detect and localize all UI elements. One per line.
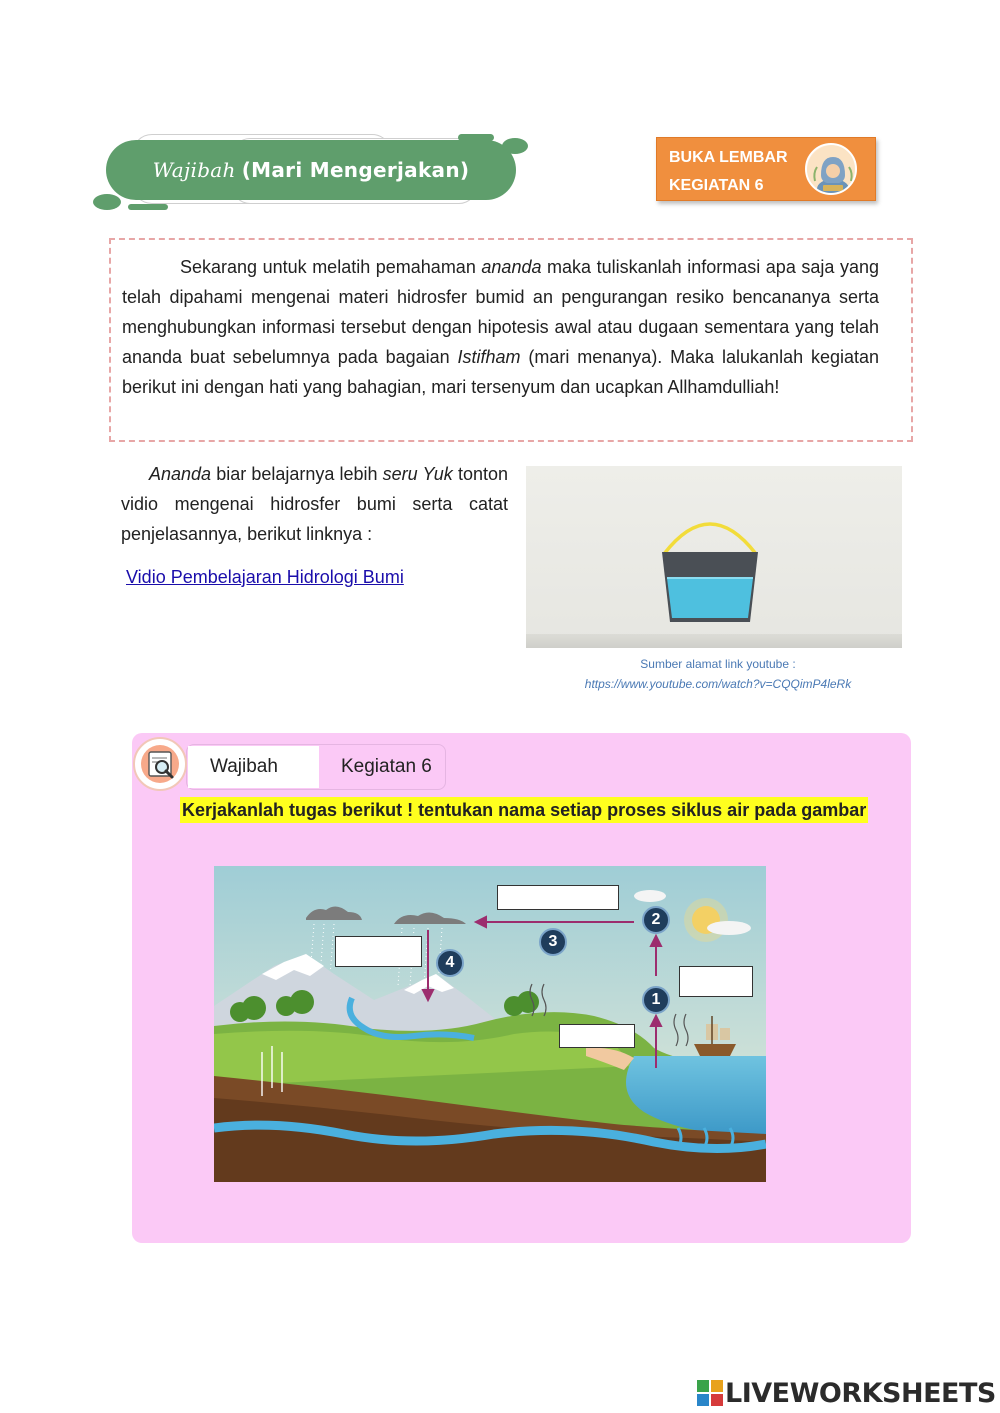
liveworksheets-logo-icon: [697, 1380, 723, 1406]
tab-wajibah: Wajibah: [188, 746, 319, 788]
intro-text: Sekarang untuk melatih pemahaman: [180, 257, 476, 277]
intro-emphasis: ananda: [481, 257, 542, 277]
video-emphasis: Ananda: [149, 464, 212, 484]
water-cycle-diagram: [214, 866, 766, 1182]
title-rest: (Mari Mengerjakan): [241, 158, 470, 182]
step-1-marker: 1: [642, 986, 670, 1014]
open-activity-line1: BUKA LEMBAR: [669, 149, 788, 166]
video-caption: [526, 654, 910, 694]
page-title: [106, 140, 516, 200]
intro-paragraph: [122, 252, 879, 402]
step-4-marker: 4: [436, 949, 464, 977]
intro-text: (mari menanya). Maka lalukanlah kegiatan berikut ini dengan hati yang bahagian, mari tersenyum dan ucapkan Allhamdulliah!: [122, 347, 879, 397]
magnifier-icon: [133, 737, 187, 791]
open-activity-label: [669, 144, 788, 200]
intro-box: [109, 238, 913, 442]
liveworksheets-logo[interactable]: [697, 1378, 996, 1408]
step-2-marker: 2: [642, 906, 670, 934]
video-intro-paragraph: [121, 459, 508, 549]
answer-input-step-4[interactable]: [335, 936, 422, 967]
task-instruction: Kerjakanlah tugas berikut ! tentukan nama setiap proses siklus air pada gambar: [180, 797, 868, 823]
title-italic: Wajibah: [152, 158, 236, 182]
video-link[interactable]: Vidio Pembelajaran Hidrologi Bumi: [126, 567, 404, 587]
video-emphasis: seru Yuk: [382, 464, 453, 484]
answer-input-step-3[interactable]: [497, 885, 619, 910]
intro-text: maka tuliskanlah informasi apa saja yang telah dipahami mengenai materi hidrosfer bumid an pengurangan resiko bencananya serta menghubungkan informasi tersebut dengan hipotesis awal atau dugaan sementara yang telah ananda buat sebelumnya pada bagaian: [122, 257, 879, 367]
bucket-icon: [526, 466, 902, 648]
video-text: biar belajarnya lebih: [216, 464, 378, 484]
banner-decoration: [128, 204, 168, 210]
caption-label: Sumber alamat link youtube :: [640, 657, 796, 671]
open-activity-line2: KEGIATAN 6: [669, 177, 764, 194]
answer-input-step-runoff[interactable]: [559, 1024, 635, 1048]
student-avatar-icon: [805, 143, 857, 195]
logo-text: LIVEWORKSHEETS: [725, 1377, 996, 1409]
step-3-marker: 3: [539, 928, 567, 956]
open-activity-button[interactable]: [656, 137, 876, 201]
video-text: tonton vidio mengenai hidrosfer bumi serta catat penjelasannya, berikut linknya :: [121, 464, 508, 544]
section-banner: [92, 130, 532, 212]
caption-url: https://www.youtube.com/watch?v=CQQimP4leRk: [584, 677, 852, 691]
tab-kegiatan: Kegiatan 6: [341, 756, 432, 777]
video-floor: [526, 634, 902, 648]
answer-input-step-1[interactable]: [679, 966, 753, 997]
video-thumbnail[interactable]: [526, 466, 902, 648]
intro-emphasis: Istifham: [457, 347, 521, 367]
